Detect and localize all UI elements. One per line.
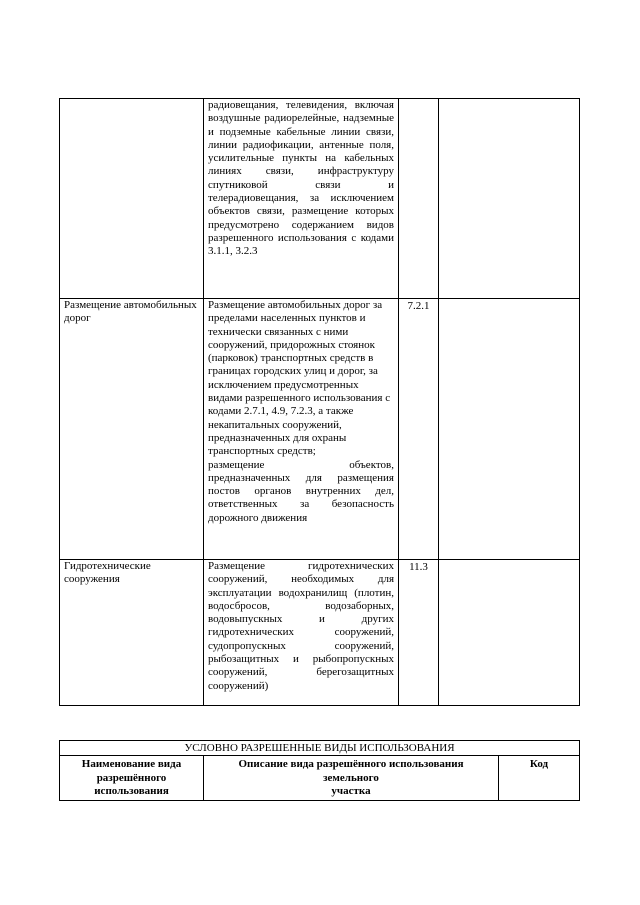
table-row bbox=[60, 299, 580, 560]
header-line: участка bbox=[331, 785, 371, 798]
section-title: УСЛОВНО РАЗРЕШЕННЫЕ ВИДЫ ИСПОЛЬЗОВАНИЯ bbox=[60, 741, 580, 756]
use-name-cell bbox=[60, 99, 204, 299]
header-row bbox=[60, 756, 580, 801]
extra-cell bbox=[439, 299, 580, 560]
conditional-uses-table bbox=[59, 740, 580, 801]
extra-cell bbox=[439, 99, 580, 299]
use-name-cell: Гидротехнические сооружения bbox=[60, 560, 204, 706]
use-description-cell: радиовещания, телевидения, включая воздушные радиорелейные, надземные и подземные кабельные линии связи, линии радиофикации, антенные поля, усилительные пункты на кабельных линиях связи, инфраструктуру спутниковой связи и телерадиовещания, за исключением объектов связи, размещение которых предусмотрено содержанием видов разрешенного использования с кодами 3.1.1, 3.2.3 bbox=[204, 99, 399, 299]
description-paragraph: Размещение автомобильных дорог за пределами населенных пунктов и технически связанных с ними сооружений, придорожных стоянок (парковок) транспортных средств в границах городских улиц и дорог, за исключением предусмотренных видами разрешенного использования с кодами 2.7.1, 4.9, 7.2.3, а также некапитальных сооружений, предназначенных для охраны транспортных средств; bbox=[208, 299, 391, 458]
table-row bbox=[60, 560, 580, 706]
use-code-cell bbox=[399, 99, 439, 299]
header-line: разрешённого bbox=[96, 771, 167, 784]
header-line: земельного bbox=[323, 771, 379, 784]
use-name-cell: Размещение автомобильных дорог bbox=[60, 299, 204, 560]
header-line: Наименование вида bbox=[81, 758, 182, 771]
table-row bbox=[60, 99, 580, 299]
permitted-uses-table bbox=[59, 98, 580, 706]
description-paragraph: размещение объектов, предназначенных для размещения постов органов внутренних дел, ответственных за безопасность дорожного движения bbox=[208, 458, 394, 524]
use-description-cell bbox=[204, 299, 399, 560]
use-code-cell: 11.3 bbox=[399, 560, 439, 706]
use-code-cell: 7.2.1 bbox=[399, 299, 439, 560]
header-line: использования bbox=[94, 785, 169, 798]
header-line: Описание вида разрешённого использования bbox=[238, 758, 464, 771]
header-use-description bbox=[204, 756, 499, 801]
use-description-cell: Размещение гидротехнических сооружений, необходимых для эксплуатации водохранилищ (плотин, водосбросов, водозаборных, водовыпускных и других гидротехнических сооружений, судопропускных сооружений, рыбозащитных и рыбопропускных сооружений, берегозащитных сооружений) bbox=[204, 560, 399, 706]
extra-cell bbox=[439, 560, 580, 706]
header-code: Код bbox=[499, 756, 580, 801]
header-use-name bbox=[60, 756, 204, 801]
section-title-row bbox=[60, 741, 580, 756]
